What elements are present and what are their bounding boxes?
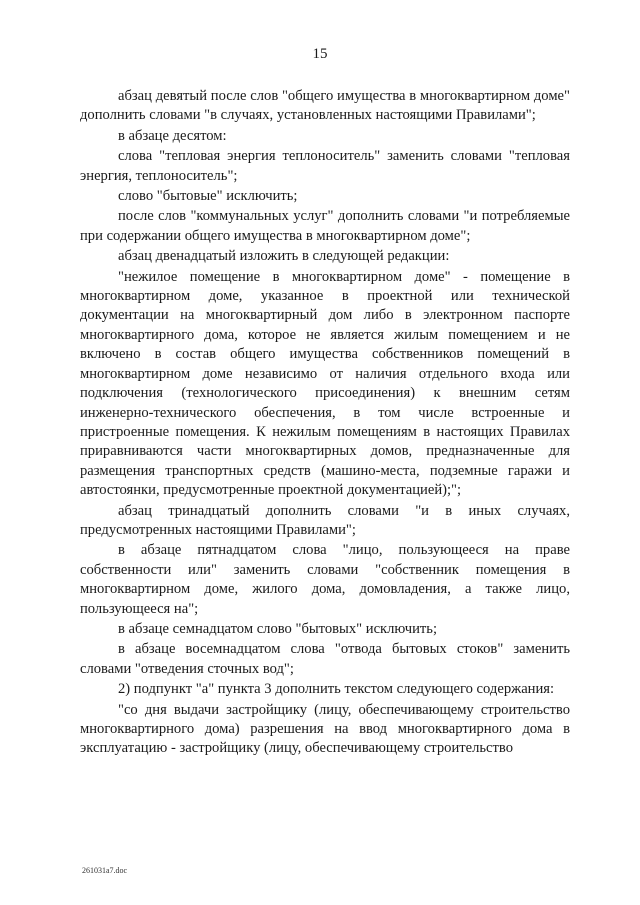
paragraph: "со дня выдачи застройщику (лицу, обеспечивающему строительство многоквартирного дома) разрешения на ввод многоквартирного дома в эксплуатацию - застройщику (лицу, обеспечивающему строительство: [80, 701, 570, 757]
paragraph: слова "тепловая энергия теплоноситель" заменить словами "тепловая энергия, теплоноситель";: [80, 148, 570, 184]
page-number: 15: [312, 46, 328, 62]
paragraph: в абзаце пятнадцатом слова "лицо, пользующееся на праве собственности или" заменить словами "собственник помещения в многоквартирном доме, жилого дома, домовладения, а также лицо, пользующееся на";: [80, 542, 570, 617]
document-file-name: 261031a7.doc: [82, 866, 128, 875]
paragraph: в абзаце семнадцатом слово "бытовых" исключить;: [118, 620, 438, 637]
paragraph: после слов "коммунальных услуг" дополнить словами "и потребляемые при содержании общего имущества в многоквартирном доме";: [80, 208, 570, 244]
paragraph: слово "бытовые" исключить;: [118, 188, 298, 205]
paragraph: в абзаце восемнадцатом слова "отвода бытовых стоков" заменить словами "отведения сточных вод";: [80, 641, 570, 677]
paragraph: абзац девятый после слов "общего имущества в многоквартирном доме" дополнить словами "в случаях, установленных настоящими Правилами";: [80, 88, 570, 124]
paragraph: абзац двенадцатый изложить в следующей редакции:: [118, 248, 450, 265]
document-body: [80, 87, 570, 759]
paragraph: 2) подпункт "а" пункта 3 дополнить текстом следующего содержания:: [118, 681, 555, 698]
paragraph: абзац тринадцатый дополнить словами "и в иных случаях, предусмотренных настоящими Правилами";: [80, 502, 570, 538]
paragraph: в абзаце десятом:: [118, 127, 227, 144]
paragraph: "нежилое помещение в многоквартирном доме" - помещение в многоквартирном доме, указанное в проектной или технической документации на многоквартирный дом либо в электронном паспорте многоквартирного дома, которое не является жилым помещением и не включено в состав общего имущества собственников помещений в многоквартирном доме независимо от наличия отдельного входа или подключения (технологического присоединения) к внешним сетям инженерно-технического обеспечения, в том числе встроенные и пристроенные помещения. К нежилым помещениям в настоящих Правилах приравниваются части многоквартирных домов, предназначенные для размещения транспортных средств (машино-места, подземные гаражи и автостоянки, предусмотренные проектной документацией);";: [80, 268, 570, 499]
